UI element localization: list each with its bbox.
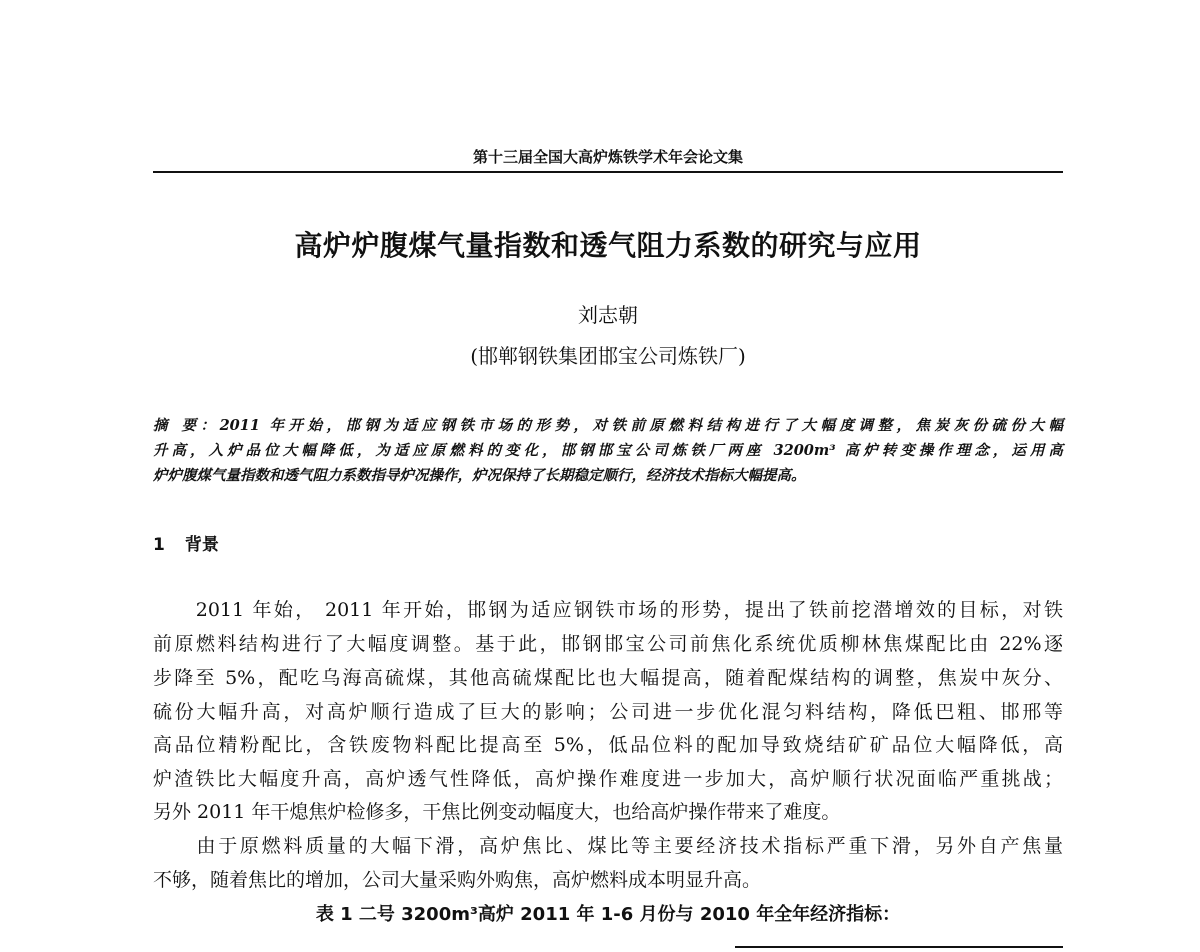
paragraph-line: 2011 年始， 2011 年开始，邯钢为适应钢铁市场的形势，提出了铁前挖潜增效的目标，对铁 [153,599,1063,621]
abstract-line [153,414,1063,435]
paragraph-line: 前原燃料结构进行了大幅度调整。基于此，邯钢邯宝公司前焦化系统优质柳林焦煤配比由 22%逐 [153,633,1063,655]
paper-title: 高炉炉腹煤气量指数和透气阻力系数的研究与应用 [294,229,922,262]
paragraph-line: 炉渣铁比大幅度升高，高炉透气性降低，高炉操作难度进一步加大，高炉顺行状况面临严重挑战； [153,768,1063,790]
affiliation: (邯郸钢铁集团邯宝公司炼铁厂) [470,344,746,368]
section-title: 背景 [184,535,219,555]
paragraph-line: 不够，随着焦比的增加，公司大量采购外购焦，高炉燃料成本明显升高。 [153,869,762,891]
abstract-line: 炉炉腹煤气量指数和透气阻力系数指导炉况操作，炉况保持了长期稳定顺行，经济技术指标大幅提高。 [153,467,806,484]
paragraph-line: 由于原燃料质量的大幅下滑，高炉焦比、煤比等主要经济技术指标严重下滑，另外自产焦量 [153,835,1063,857]
paragraph-line: 硫份大幅升高，对高炉顺行造成了巨大的影响；公司进一步优化混匀料结构，降低巴粗、邯邢等 [153,701,1063,723]
section-heading [153,530,219,555]
paragraph-line: 另外 2011 年干熄焦炉检修多，干焦比例变动幅度大，也给高炉操作带来了难度。 [153,801,841,823]
paragraph-line: 高品位精粉配比，含铁废物料配比提高至 5%，低品位料的配加导致烧结矿矿品位大幅降低，高 [153,734,1063,756]
table-top-rule [735,946,1063,948]
abstract-line: 升高，入炉品位大幅降低，为适应原燃料的变化，邯钢邯宝公司炼铁厂两座 3200m³ 高炉转变操作理念，运用高 [153,442,1063,459]
header-rule [153,171,1063,173]
author: 刘志朝 [578,303,638,327]
abstract-text: 2011 年开始，邯钢为适应钢铁市场的形势，对铁前原燃料结构进行了大幅度调整，焦炭灰份硫份大幅 [219,417,1063,434]
paragraph-line: 步降至 5%，配吃乌海高硫煤，其他高硫煤配比也大幅提高，随着配煤结构的调整，焦炭中灰分、 [153,667,1063,689]
abstract-label: 摘 要： [153,417,220,434]
running-header: 第十三届全国大高炉炼铁学术年会论文集 [472,148,743,166]
section-number: 1 [153,535,165,555]
table-caption: 表 1 二号 3200m³高炉 2011 年 1-6 月份与 2010 年全年经济指标： [315,904,901,925]
